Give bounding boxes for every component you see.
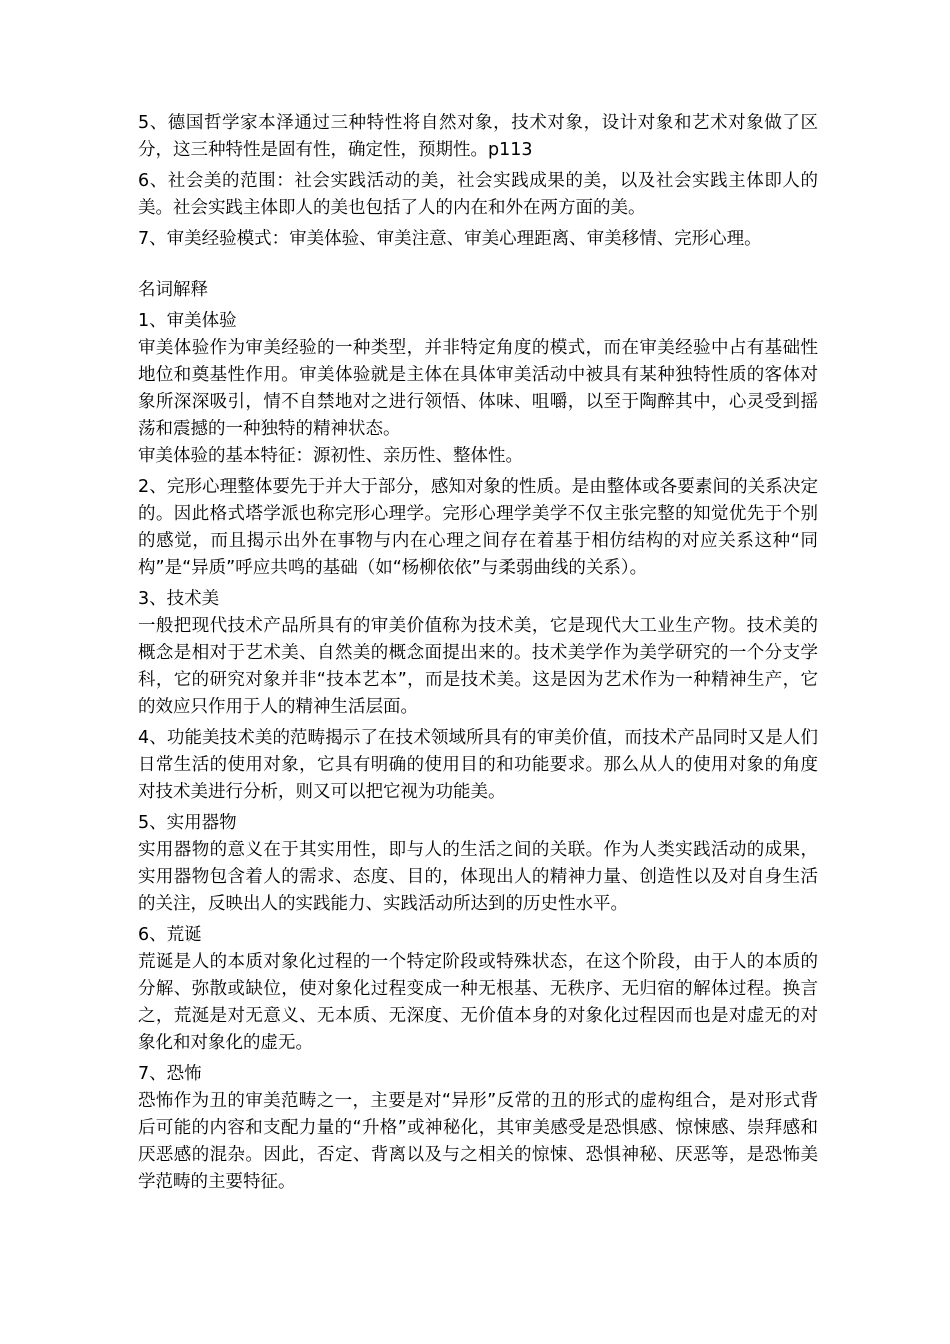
document-page	[138, 110, 818, 1196]
section-title: 名词解释	[138, 280, 208, 300]
intro-item-7: 7、审美经验模式：审美体验、审美注意、审美心理距离、审美移情、完形心理。	[138, 229, 762, 249]
term-7-body: 恐怖作为丑的审美范畴之一，主要是对“异形”反常的丑的形式的虚构组合，是对形式背后可能的内容和支配力量的“升格”或神秘化，其审美感受是恐惧感、惊悚感、崇拜感和厌恶感的混杂。因此，否定、背离以及与之相关的惊悚、恐惧神秘、厌恶等，是恐怖美学范畴的主要特征。	[138, 1091, 818, 1192]
term-6-title: 6、荒诞	[138, 925, 202, 945]
term-4: 4、功能美技术美的范畴揭示了在技术领域所具有的审美价值，而技术产品同时又是人们日常生活的使用对象，它具有明确的使用目的和功能要求。那么从人的使用对象的角度对技术美进行分析，则又可以把它视为功能美。	[138, 728, 818, 802]
term-3-title: 3、技术美	[138, 589, 220, 609]
term-7-title: 7、恐怖	[138, 1064, 202, 1084]
term-5-body: 实用器物的意义在于其实用性，即与人的生活之间的关联。作为人类实践活动的成果，实用器物包含着人的需求、态度、目的，体现出人的精神力量、创造性以及对自身生活的关注，反映出人的实践能力、实践活动所达到的历史性水平。	[138, 840, 818, 914]
term-1-body: 审美体验作为审美经验的一种类型，并非特定角度的模式，而在审美经验中占有基础性地位和奠基性作用。审美体验就是主体在具体审美活动中被具有某种独特性质的客体对象所深深吸引，情不自禁地对之进行领悟、体味、咀嚼，以至于陶醉其中，心灵受到摇荡和震撼的一种独特的精神状态。	[138, 338, 818, 439]
term-2: 2、完形心理整体要先于并大于部分，感知对象的性质。是由整体或各要素间的关系决定的。因此格式塔学派也称完形心理学。完形心理学美学不仅主张完整的知觉优先于个别的感觉，而且揭示出外在事物与内在心理之间存在着基于相仿结构的对应关系这种“同构”是“异质”呼应共鸣的基础（如“杨柳依依”与柔弱曲线的关系）。	[138, 477, 818, 578]
intro-item-6: 6、社会美的范围：社会实践活动的美，社会实践成果的美，以及社会实践主体即人的美。社会实践主体即人的美也包括了人的内在和外在两方面的美。	[138, 171, 818, 218]
term-5-title: 5、实用器物	[138, 813, 237, 833]
term-1-title: 1、审美体验	[138, 311, 237, 331]
intro-item-5: 5、德国哲学家本泽通过三种特性将自然对象，技术对象，设计对象和艺术对象做了区分，这三种特性是固有性，确定性，预期性。p113	[138, 113, 818, 160]
term-1-features: 审美体验的基本特征：源初性、亲历性、整体性。	[138, 446, 523, 466]
term-3-body: 一般把现代技术产品所具有的审美价值称为技术美，它是现代大工业生产物。技术美的概念是相对于艺术美、自然美的概念面提出来的。技术美学作为美学研究的一个分支学科，它的研究对象并非“技本艺本”，而是技术美。这是因为艺术作为一种精神生产，它的效应只作用于人的精神生活层面。	[138, 616, 818, 717]
term-6-body: 荒诞是人的本质对象化过程的一个特定阶段或特殊状态，在这个阶段，由于人的本质的分解、弥散或缺位，使对象化过程变成一种无根基、无秩序、无归宿的解体过程。换言之，荒涎是对无意义、无本质、无深度、无价值本身的对象化过程因而也是对虚无的对象化和对象化的虚无。	[138, 952, 818, 1053]
